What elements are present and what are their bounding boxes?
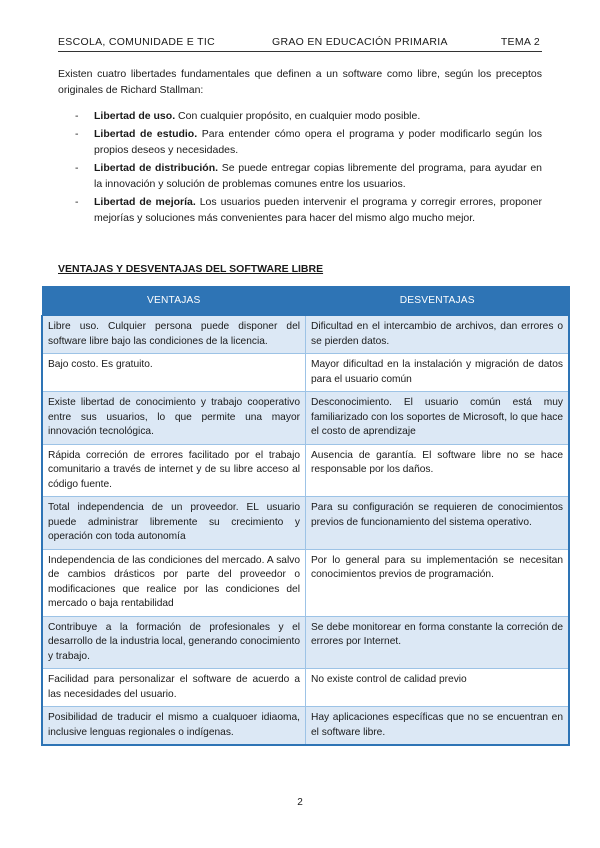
freedom-title-separator: . — [172, 110, 176, 122]
advantage-cell: Contribuye a la formación de profesionales y el desarrollo de la industria local, generando conocimiento y trabajo. — [42, 616, 306, 669]
disadvantage-cell: Hay aplicaciones específicas que no se encuentran en el software libre. — [306, 707, 570, 746]
freedom-title: Libertad de distribución — [94, 162, 216, 174]
freedom-title: Libertad de estudio — [94, 128, 195, 140]
section-title: VENTAJAS Y DESVENTAJAS DEL SOFTWARE LIBRE — [58, 263, 324, 275]
disadvantage-cell: Ausencia de garantía. El software libre no se hace responsable por los daños. — [306, 444, 570, 497]
freedom-title: Libertad de uso — [94, 110, 173, 122]
freedom-text: Los usuarios pueden intervenir el programa y corregir errores, proponer mejorías y soluciones más convenientes para hacer del mismo algo mucho mejor. — [94, 196, 543, 224]
table-row — [42, 669, 569, 707]
advantage-cell: Independencia de las condiciones del mercado. A salvo de cambios drásticos por parte del proveedor o modificaciones que realice por las condiciones del mercado o baja rentabilidad — [42, 549, 306, 616]
freedom-text: Se puede entregar copias libremente del programa, para ayudar en la innovación y solución de problemas comunes entre los usuarios. — [94, 162, 543, 190]
dash-bullet: - — [75, 110, 79, 122]
disadvantage-cell: Se debe monitorear en forma constante la correción de errores por Internet. — [306, 616, 570, 669]
header-topic: TEMA 2 — [500, 36, 540, 48]
freedoms-list — [58, 108, 542, 228]
header-divider — [58, 51, 542, 52]
table-row — [42, 354, 569, 392]
disadvantage-cell: Por lo general para su implementación se necesitan conocimientos previos de programación. — [306, 549, 570, 616]
table-row — [42, 497, 569, 550]
disadvantage-cell: Dificultad en el intercambio de archivos, dan errores o se pierden datos. — [306, 316, 570, 354]
advantage-cell: Existe libertad de conocimiento y trabajo cooperativo entre sus usuarios, lo que permite una mayor innovación tecnológica. — [42, 392, 306, 445]
advantage-cell: Rápida correción de errores facilitado por el trabajo comunitario a través de internet y de su libre acceso al código fuente. — [42, 444, 306, 497]
advantage-cell: Facilidad para personalizar el software de acuerdo a las necesidades del usuario. — [42, 669, 306, 707]
disadvantage-cell: No existe control de calidad previo — [306, 669, 570, 707]
header-degree: GRAO EN EDUCACIÓN PRIMARIA — [272, 36, 448, 48]
advantage-cell: Libre uso. Culquier persona puede disponer del software libre bajo las condiciones de la licencia. — [42, 316, 306, 354]
dash-bullet: - — [75, 162, 79, 174]
column-header-desventajas: DESVENTAJAS — [306, 287, 570, 316]
advantage-cell: Bajo costo. Es gratuito. — [42, 354, 306, 392]
table-row — [42, 392, 569, 445]
comparison-table — [41, 286, 570, 746]
disadvantage-cell: Para su configuración se requieren de conocimientos previos de funcionamiento del sistema operativo. — [306, 497, 570, 550]
advantage-cell: Posibilidad de traducir el mismo a cualquoer idiaoma, inclusive lenguas regionales o indígenas. — [42, 707, 306, 746]
comparison-table-wrapper — [41, 286, 570, 746]
header-course-title: ESCOLA, COMUNIDADE E TIC — [58, 36, 215, 48]
freedom-title: Libertad de mejoría — [94, 196, 193, 208]
disadvantage-cell: Desconocimiento. El usuario común está muy familiarizado con los soportes de Microsoft, lo que hace el costo de aprendizaje — [306, 392, 570, 445]
dash-bullet: - — [75, 128, 79, 140]
list-item — [58, 126, 542, 158]
table-row — [42, 549, 569, 616]
page-number: 2 — [297, 797, 303, 808]
page-header — [58, 36, 540, 50]
table-row — [42, 444, 569, 497]
freedom-title-separator: . — [215, 162, 219, 174]
advantage-cell: Total independencia de un proveedor. EL usuario puede administrar libremente su crecimiento y operación con toda autonomía — [42, 497, 306, 550]
freedom-text: Para entender cómo opera el programa y poder modificarlo según los propios deseos y necesidades. — [94, 128, 543, 156]
freedom-text: Con cualquier propósito, en cualquier modo posible. — [175, 110, 421, 122]
dash-bullet: - — [75, 196, 79, 208]
list-item — [58, 108, 542, 124]
table-row — [42, 707, 569, 746]
table-header-row — [42, 287, 569, 316]
column-header-ventajas: VENTAJAS — [42, 287, 306, 316]
table-row — [42, 616, 569, 669]
list-item — [58, 194, 542, 226]
list-item — [58, 160, 542, 192]
disadvantage-cell: Mayor dificultad en la instalación y migración de datos para el usuario común — [306, 354, 570, 392]
table-row — [42, 316, 569, 354]
freedom-title-separator: . — [194, 128, 198, 140]
freedom-title-separator: . — [192, 196, 196, 208]
intro-paragraph: Existen cuatro libertades fundamentales que definen a un software como libre, según los preceptos originales de Richard Stallman: — [58, 68, 542, 96]
